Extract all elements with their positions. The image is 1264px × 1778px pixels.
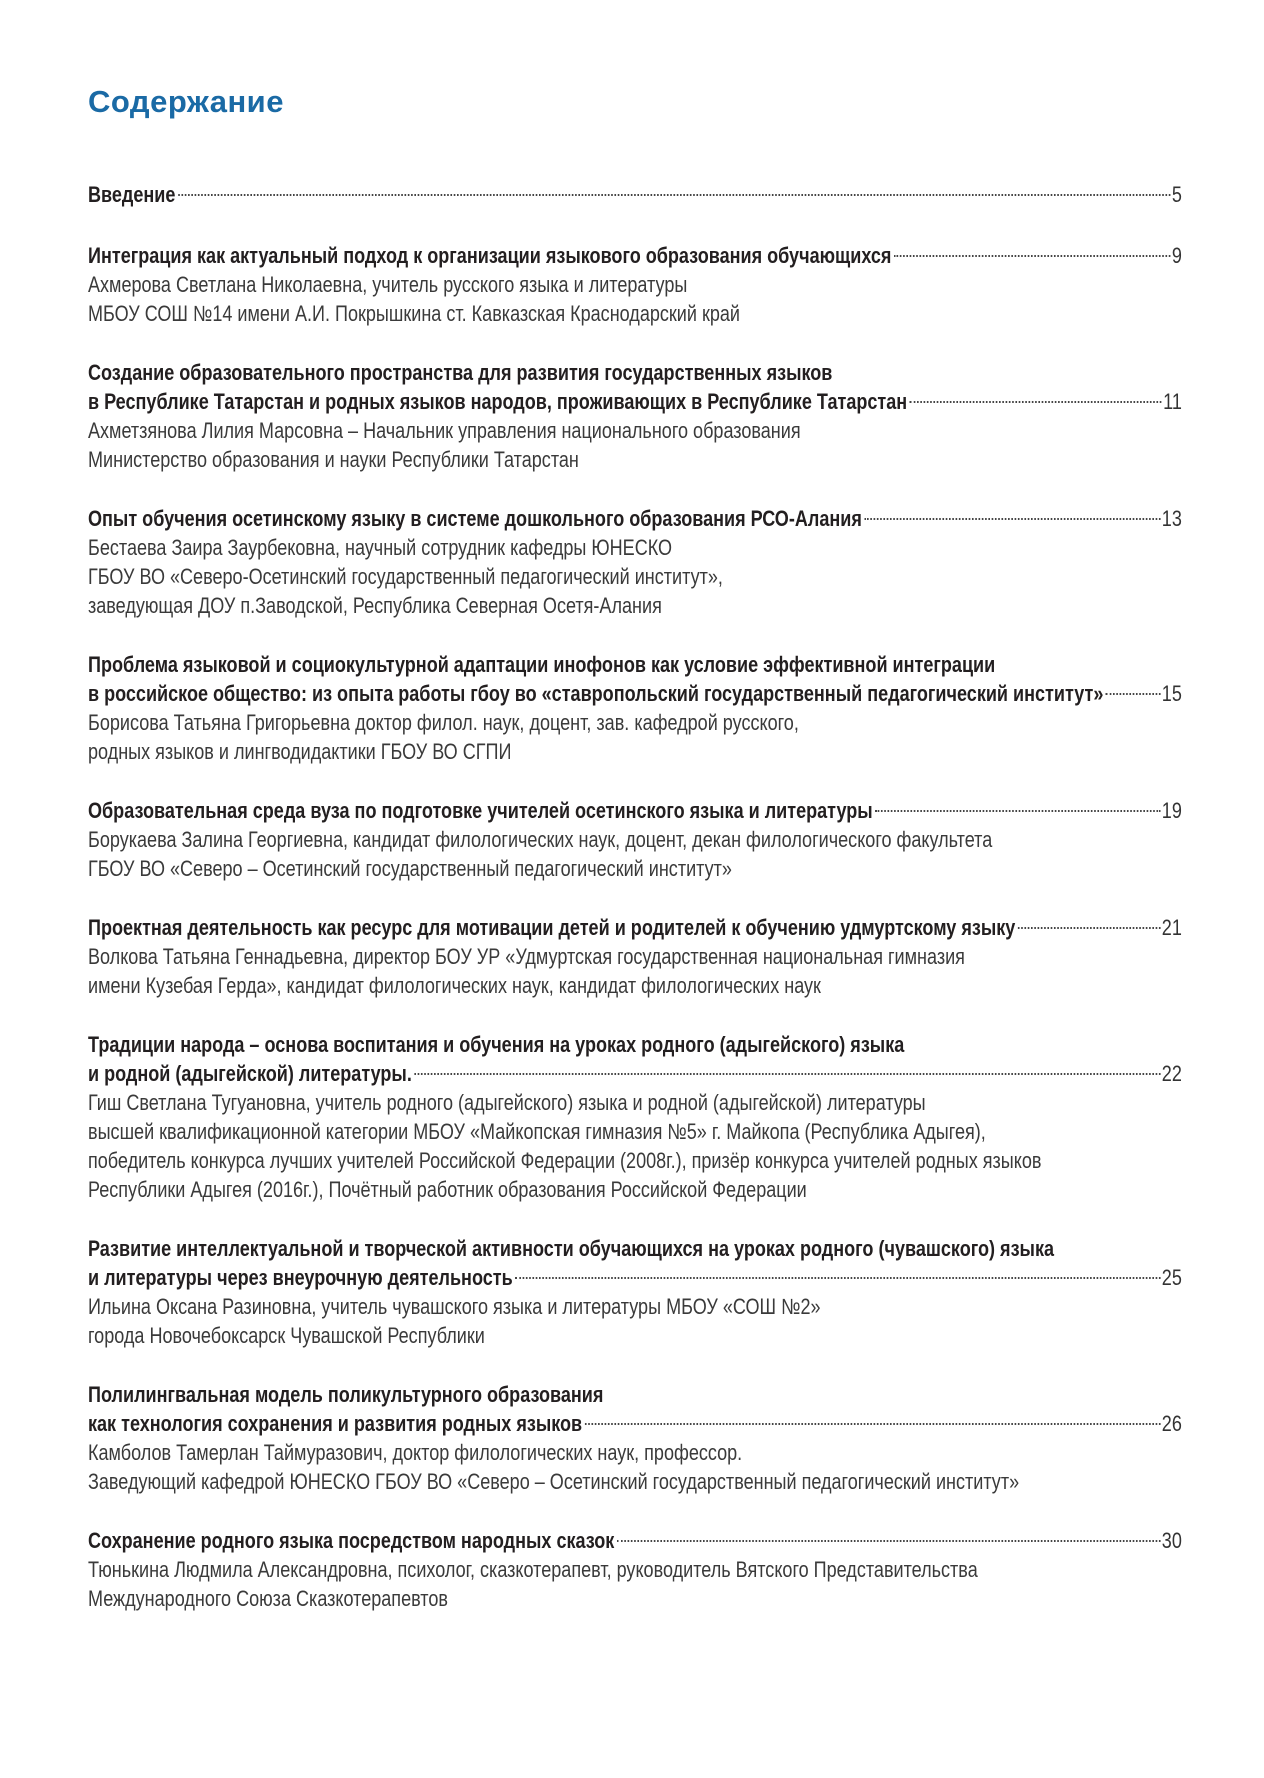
toc-entry-title[interactable]: Создание образовательного пространства для развития государственных языков bbox=[88, 360, 833, 385]
toc-entry-title[interactable]: и родной (адыгейской) литературы. bbox=[88, 1061, 412, 1086]
dot-leader bbox=[585, 1423, 1161, 1425]
toc-entry[interactable] bbox=[88, 650, 1182, 766]
toc-entry-author-line: Борукаева Залина Георгиевна, кандидат филологических наук, доцент, декан филологического факультета bbox=[88, 827, 993, 852]
toc-entry[interactable] bbox=[88, 1526, 1182, 1613]
toc-entry-author-line: Борисова Татьяна Григорьевна доктор филол. наук, доцент, зав. кафедрой русского, bbox=[88, 710, 799, 735]
page-number[interactable]: 19 bbox=[1161, 798, 1182, 823]
toc-entry-title[interactable]: в российское общество: из опыта работы гбоу во «ставропольский государственный педагогический институт» bbox=[88, 681, 1104, 706]
toc-entry[interactable] bbox=[88, 1234, 1182, 1350]
toc-entry[interactable] bbox=[88, 796, 1182, 883]
page-number[interactable]: 13 bbox=[1161, 506, 1182, 531]
dot-leader bbox=[864, 518, 1160, 520]
page-number[interactable]: 25 bbox=[1161, 1265, 1182, 1290]
toc-entry-title-line[interactable] bbox=[88, 650, 1182, 679]
toc-entry-title[interactable]: Проектная деятельность как ресурс для мотивации детей и родителей к обучению удмуртскому языку bbox=[88, 915, 1016, 940]
toc-entry-author-line: заведующая ДОУ п.Заводской, Республика Северная Осетя-Алания bbox=[88, 593, 662, 618]
toc-entry-author-line: Заведующий кафедрой ЮНЕСКО ГБОУ ВО «Северо – Осетинский государственный педагогический институт» bbox=[88, 1469, 1020, 1494]
toc-entry-title[interactable]: в Республике Татарстан и родных языков народов, проживающих в Республике Татарстан bbox=[88, 389, 908, 414]
toc-entry-author-line: родных языков и лингводидактики ГБОУ ВО СГПИ bbox=[88, 739, 512, 764]
page-number[interactable]: 5 bbox=[1171, 182, 1182, 207]
toc-entry-author-line: города Новочебоксарск Чувашской Республики bbox=[88, 1323, 485, 1348]
toc-entry-title-line[interactable] bbox=[88, 504, 1182, 533]
toc-entry-author-line: Ильина Оксана Разиновна, учитель чувашского языка и литературы МБОУ «СОШ №2» bbox=[88, 1294, 821, 1319]
toc-entry-author-line: имени Кузебая Герда», кандидат филологических наук, кандидат филологических наук bbox=[88, 973, 821, 998]
dot-leader bbox=[1018, 927, 1160, 929]
toc-entry-author-line: Тюнькина Людмила Александровна, психолог, сказкотерапевт, руководитель Вятского Представительства bbox=[88, 1557, 978, 1582]
toc-entry-title[interactable]: Сохранение родного языка посредством народных сказок bbox=[88, 1528, 615, 1553]
toc-entry[interactable] bbox=[88, 358, 1182, 474]
dot-leader bbox=[894, 255, 1170, 257]
toc-entry[interactable] bbox=[88, 504, 1182, 620]
toc-entry-title[interactable]: как технология сохранения и развития родных языков bbox=[88, 1411, 583, 1436]
toc-entry[interactable] bbox=[88, 180, 1182, 209]
toc-entry-title[interactable]: Полилингвальная модель поликультурного образования bbox=[88, 1382, 604, 1407]
toc-entry[interactable] bbox=[88, 1030, 1182, 1204]
toc-entry-title-line[interactable] bbox=[88, 913, 1182, 942]
toc-entry-title-line[interactable] bbox=[88, 358, 1182, 387]
toc-entry-author-line: Ахметзянова Лилия Марсовна – Начальник управления национального образования bbox=[88, 418, 801, 443]
toc-entry-author-line: Министерство образования и науки Республики Татарстан bbox=[88, 447, 579, 472]
dot-leader bbox=[617, 1540, 1160, 1542]
dot-leader bbox=[515, 1277, 1160, 1279]
toc-entry-author-line: ГБОУ ВО «Северо – Осетинский государственный педагогический институт» bbox=[88, 856, 732, 881]
toc-entry-title[interactable]: Развитие интеллектуальной и творческой активности обучающихся на уроках родного (чувашского) языка bbox=[88, 1236, 1055, 1261]
toc-entry-author-line: Ахмерова Светлана Николаевна, учитель русского языка и литературы bbox=[88, 272, 688, 297]
page-title: Содержание bbox=[88, 84, 284, 119]
toc-entry-title-line[interactable] bbox=[88, 1526, 1182, 1555]
page-number[interactable]: 21 bbox=[1161, 915, 1182, 940]
toc-entry-title-line[interactable] bbox=[88, 180, 1182, 209]
toc-entry-author-line: Республики Адыгея (2016г.), Почётный работник образования Российской Федерации bbox=[88, 1177, 807, 1202]
dot-leader bbox=[910, 401, 1162, 403]
toc-entry-author-line: Гиш Светлана Тугуановна, учитель родного (адыгейского) языка и родной (адыгейской) литературы bbox=[88, 1090, 926, 1115]
toc-entry-title[interactable]: Проблема языковой и социокультурной адаптации инофонов как условие эффективной интеграции bbox=[88, 652, 996, 677]
page-number[interactable]: 15 bbox=[1161, 681, 1182, 706]
toc-entry-title-line[interactable] bbox=[88, 1030, 1182, 1059]
toc-entries bbox=[88, 180, 1182, 1613]
toc-entry[interactable] bbox=[88, 1380, 1182, 1496]
toc-entry-author-line: Международного Союза Сказкотерапевтов bbox=[88, 1586, 448, 1611]
dot-leader bbox=[178, 194, 1170, 196]
page-number[interactable]: 9 bbox=[1171, 243, 1182, 268]
toc-entry-author-line: Камболов Тамерлан Таймуразович, доктор филологических наук, профессор. bbox=[88, 1440, 743, 1465]
toc-entry-author-line: победитель конкурса лучших учителей Российской Федерации (2008г.), призёр конкурса учителей родных языков bbox=[88, 1148, 1042, 1173]
toc-entry-title-line[interactable] bbox=[88, 387, 1182, 416]
page-number[interactable]: 22 bbox=[1161, 1061, 1182, 1086]
toc-entry-author-line: МБОУ СОШ №14 имени А.И. Покрышкина ст. Кавказская Краснодарский край bbox=[88, 301, 741, 326]
toc-entry-author-line: высшей квалификационной категории МБОУ «Майкопская гимназия №5» г. Майкопа (Республика Адыгея), bbox=[88, 1119, 986, 1144]
page-number[interactable]: 11 bbox=[1163, 389, 1182, 414]
toc-entry-author-line: ГБОУ ВО «Северо-Осетинский государственный педагогический институт», bbox=[88, 564, 723, 589]
toc-entry[interactable] bbox=[88, 913, 1182, 1000]
toc-entry[interactable] bbox=[88, 241, 1182, 328]
dot-leader bbox=[414, 1073, 1160, 1075]
toc-entry-title-line[interactable] bbox=[88, 679, 1182, 708]
table-of-contents bbox=[88, 180, 1182, 1643]
toc-entry-title-line[interactable] bbox=[88, 796, 1182, 825]
toc-entry-title[interactable]: и литературы через внеурочную деятельность bbox=[88, 1265, 513, 1290]
page-number[interactable]: 26 bbox=[1161, 1411, 1182, 1436]
dot-leader bbox=[1106, 693, 1160, 695]
toc-entry-title[interactable]: Образовательная среда вуза по подготовке учителей осетинского языка и литературы bbox=[88, 798, 873, 823]
toc-entry-author-line: Волкова Татьяна Геннадьевна, директор БОУ УР «Удмуртская государственная национальная гимназия bbox=[88, 944, 965, 969]
toc-entry-title-line[interactable] bbox=[88, 1409, 1182, 1438]
dot-leader bbox=[875, 810, 1160, 812]
toc-entry-title-line[interactable] bbox=[88, 1263, 1182, 1292]
toc-entry-title-line[interactable] bbox=[88, 241, 1182, 270]
page-number[interactable]: 30 bbox=[1161, 1528, 1182, 1553]
toc-entry-title-line[interactable] bbox=[88, 1234, 1182, 1263]
toc-entry-title[interactable]: Традиции народа – основа воспитания и обучения на уроках родного (адыгейского) языка bbox=[88, 1032, 905, 1057]
toc-entry-title-line[interactable] bbox=[88, 1059, 1182, 1088]
toc-entry-title-line[interactable] bbox=[88, 1380, 1182, 1409]
toc-entry-title[interactable]: Введение bbox=[88, 182, 176, 207]
toc-entry-author-line: Бестаева Заира Заурбековна, научный сотрудник кафедры ЮНЕСКО bbox=[88, 535, 673, 560]
toc-entry-title[interactable]: Интеграция как актуальный подход к организации языкового образования обучающихся bbox=[88, 243, 892, 268]
toc-entry-title[interactable]: Опыт обучения осетинскому языку в системе дошкольного образования РСО-Алания bbox=[88, 506, 862, 531]
